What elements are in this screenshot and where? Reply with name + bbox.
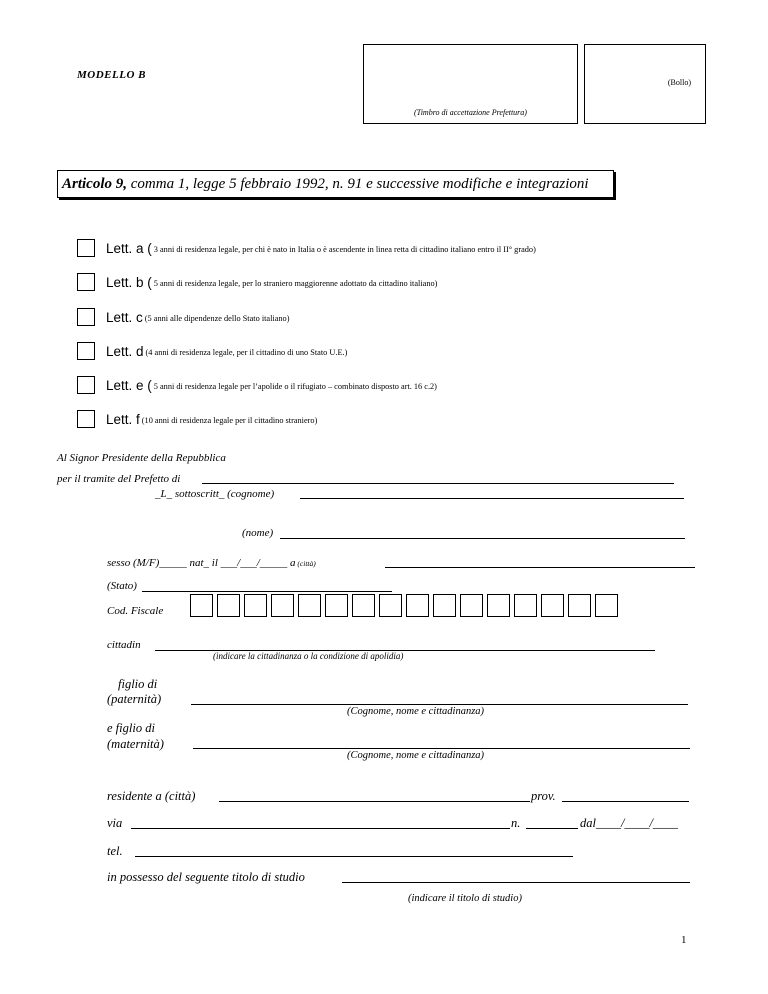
via-label: via [107,816,123,830]
cf-char-box[interactable] [487,594,510,617]
checkbox-lett-b[interactable] [77,273,95,291]
paternita-label: (paternità) [107,692,162,706]
stato-label: (Stato) [107,580,137,592]
codice-fiscale-boxes[interactable] [190,594,622,617]
form-model-label: MODELLO B [77,69,146,81]
revenue-stamp-box [584,44,706,124]
checkbox-lett-a[interactable] [77,239,95,257]
option-description: (10 anni di residenza legale per il cittadino straniero) [141,416,318,425]
option-description: (4 anni di residenza legale, per il cittadino di uno Stato U.E.) [145,348,348,357]
cf-char-box[interactable] [271,594,294,617]
cf-char-box[interactable] [217,594,240,617]
provincia-field[interactable] [562,801,689,802]
cf-char-box[interactable] [568,594,591,617]
paternita-hint: (Cognome, nome e cittadinanza) [347,706,485,717]
tel-field[interactable] [135,856,573,857]
article-title [57,170,614,198]
figlio-di-label: figlio di [118,677,158,691]
cf-char-box[interactable] [190,594,213,617]
dal-label [580,816,678,831]
bollo-caption: (Bollo) [667,78,691,87]
option-label: Lett. c [106,310,143,325]
dal-text: dal [580,816,596,830]
sesso-nascita-text: sesso (M/F)_____ nat_ il ___/___/_____ a [107,557,296,569]
paternita-field[interactable] [191,704,688,705]
cf-char-box[interactable] [514,594,537,617]
dal-date-field[interactable]: ____/____/____ [595,816,678,830]
titolo-studio-hint: (indicare il titolo di studio) [408,893,522,904]
cf-char-box[interactable] [433,594,456,617]
residente-label: residente a (città) [107,789,196,803]
option-label: Lett. d [106,344,144,359]
cf-char-box[interactable] [298,594,321,617]
option-label: Lett. e ( [106,378,152,393]
article-title-rest: comma 1, legge 5 febbraio 1992, n. 91 e successive modifiche e integrazioni [127,176,589,192]
sesso-nascita-label [107,557,316,569]
prefecture-stamp-box [363,44,578,124]
cf-char-box[interactable] [244,594,267,617]
cognome-field[interactable] [300,498,684,499]
cognome-label: _L_ sottoscritt_ (cognome) [155,488,275,500]
addressee-line: Al Signor Presidente della Repubblica [57,452,226,464]
maternita-field[interactable] [193,748,690,749]
cittadinanza-hint: (indicare la cittadinanza o la condizione di apolidia) [213,651,404,661]
prov-label: prov. [531,789,556,803]
titolo-studio-label: in possesso del seguente titolo di studio [107,870,305,884]
via-field[interactable] [131,828,510,829]
option-description: 5 anni di residenza legale per l’apolide o il rifugiato – combinato disposto art. 16 c.2) [153,382,437,391]
citta-small-label: (città) [295,559,316,568]
checkbox-lett-d[interactable] [77,342,95,360]
option-lett-a[interactable] [77,233,536,257]
residenza-citta-field[interactable] [219,801,530,802]
e-figlio-di-label: e figlio di [107,721,155,735]
prefetto-field[interactable] [202,483,674,484]
cf-char-box[interactable] [379,594,402,617]
option-description: 5 anni di residenza legale, per lo straniero maggiorenne adottato da cittadino italiano) [153,279,438,288]
cf-char-box[interactable] [352,594,375,617]
cf-char-box[interactable] [406,594,429,617]
nome-label: (nome) [242,527,274,539]
checkbox-lett-c[interactable] [77,308,95,326]
tel-label: tel. [107,844,123,858]
option-lett-b[interactable] [77,267,437,291]
stamp-caption: (Timbro di accettazione Prefettura) [414,108,527,117]
option-lett-c[interactable] [77,302,289,326]
page-number: 1 [681,934,687,946]
option-lett-d[interactable] [77,336,347,360]
civico-field[interactable] [526,828,578,829]
cf-char-box[interactable] [595,594,618,617]
option-label: Lett. b ( [106,275,152,290]
cittadinanza-label: cittadin [107,639,141,651]
cf-char-box[interactable] [460,594,483,617]
maternita-label: (maternità) [107,737,164,751]
stato-field[interactable] [142,591,392,592]
prefetto-label: per il tramite del Prefetto di [57,473,181,485]
checkbox-lett-f[interactable] [77,410,95,428]
maternita-hint: (Cognome, nome e cittadinanza) [347,750,485,761]
option-description: 3 anni di residenza legale, per chi è nato in Italia o è ascendente in linea retta di cittadino italiano entro il II° grado) [153,245,536,254]
nome-field[interactable] [280,538,685,539]
option-label: Lett. a ( [106,241,152,256]
option-lett-f[interactable] [77,404,317,428]
cf-char-box[interactable] [325,594,348,617]
codice-fiscale-label: Cod. Fiscale [107,605,164,617]
option-lett-e[interactable] [77,370,437,394]
checkbox-lett-e[interactable] [77,376,95,394]
citta-nascita-field[interactable] [385,567,695,568]
option-description: (5 anni alle dipendenze dello Stato italiano) [144,314,290,323]
titolo-studio-field[interactable] [342,882,690,883]
cf-char-box[interactable] [541,594,564,617]
civico-label: n. [511,816,521,830]
article-title-bold: Articolo 9, [62,176,128,192]
option-label: Lett. f [106,412,140,427]
